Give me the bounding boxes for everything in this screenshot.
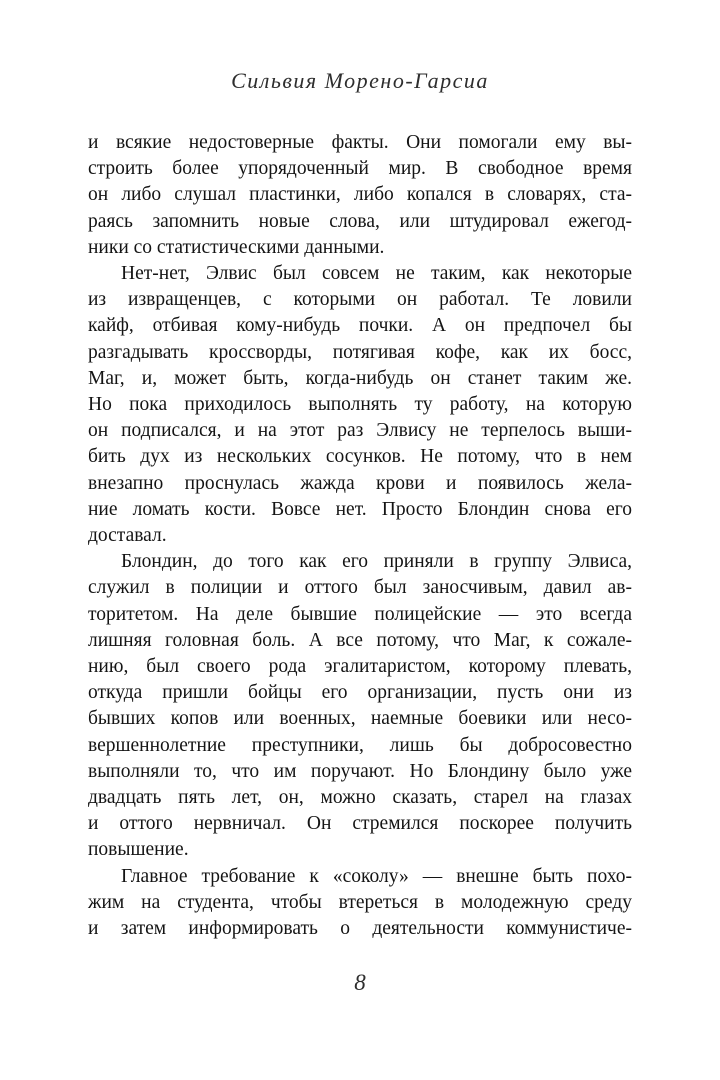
- paragraph: [88, 549, 632, 863]
- paragraph: [88, 130, 632, 261]
- text-line: из извращенцев, с которыми он работал. Те ловили: [88, 289, 632, 311]
- text-line: Блондин, до того как его приняли в группу Элвиса,: [121, 551, 632, 573]
- paragraph: [88, 864, 632, 943]
- text-block: [88, 130, 632, 942]
- text-line: служил в полиции и оттого был заносчивым, давил ав-: [88, 577, 632, 599]
- text-line: двадцать пять лет, он, можно сказать, старел на глазах: [88, 787, 632, 809]
- text-line: он либо слушал пластинки, либо копался в словарях, ста-: [88, 184, 632, 206]
- text-line: Маг, и, может быть, когда-нибудь он станет таким же.: [88, 367, 632, 389]
- text-line: доставал.: [88, 525, 167, 547]
- text-line: ние ломать кости. Вовсе нет. Просто Блондин снова его: [88, 498, 632, 520]
- text-line: нию, был своего рода эгалитаристом, которому плевать,: [88, 656, 632, 678]
- paragraph: [88, 261, 632, 549]
- text-line: Нет-нет, Элвис был совсем не таким, как некоторые: [121, 263, 632, 285]
- text-line: Но пока приходилось выполнять ту работу, на которую: [88, 394, 632, 416]
- text-line: внезапно проснулась жажда крови и появилось жела-: [88, 472, 632, 494]
- running-header: Сильвия Морено-Гарсиа: [231, 68, 489, 93]
- text-line: и всякие недостоверные факты. Они помогали ему вы-: [88, 132, 632, 153]
- text-line: выполняли то, что им поручают. Но Блондину было уже: [88, 760, 632, 782]
- text-line: вершеннолетние преступники, лишь бы добросовестно: [88, 734, 632, 756]
- text-line: кайф, отбивая кому-нибудь почки. А он предпочел бы: [88, 315, 632, 337]
- text-line: и оттого нервничал. Он стремился поскорее получить: [88, 813, 632, 835]
- text-line: Главное требование к «соколу» — внешне быть похо-: [121, 865, 632, 887]
- text-line: и затем информировать о деятельности коммунистиче-: [88, 918, 632, 940]
- text-line: раясь запомнить новые слова, или штудировал ежегод-: [88, 210, 632, 232]
- text-line: бывших копов или военных, наемные боевики или несо-: [88, 708, 632, 730]
- text-line: бить дух из нескольких сосунков. Не потому, что в нем: [88, 446, 632, 468]
- text-line: ники со статистическими данными.: [88, 236, 385, 258]
- text-line: повышение.: [88, 839, 189, 861]
- text-line: он подписался, и на этот раз Элвису не терпелось выши-: [88, 420, 632, 442]
- text-line: лишняя головная боль. А все потому, что Маг, к сожале-: [88, 629, 632, 651]
- text-line: торитетом. На деле бывшие полицейские — это всегда: [88, 603, 632, 625]
- text-line: разгадывать кроссворды, потягивая кофе, как их босс,: [88, 341, 632, 363]
- page-number: 8: [354, 970, 366, 995]
- text-line: откуда пришли бойцы его организации, пусть они из: [88, 682, 632, 704]
- text-line: жим на студента, чтобы втереться в молодежную среду: [88, 891, 632, 913]
- text-line: строить более упорядоченный мир. В свободное время: [88, 158, 632, 180]
